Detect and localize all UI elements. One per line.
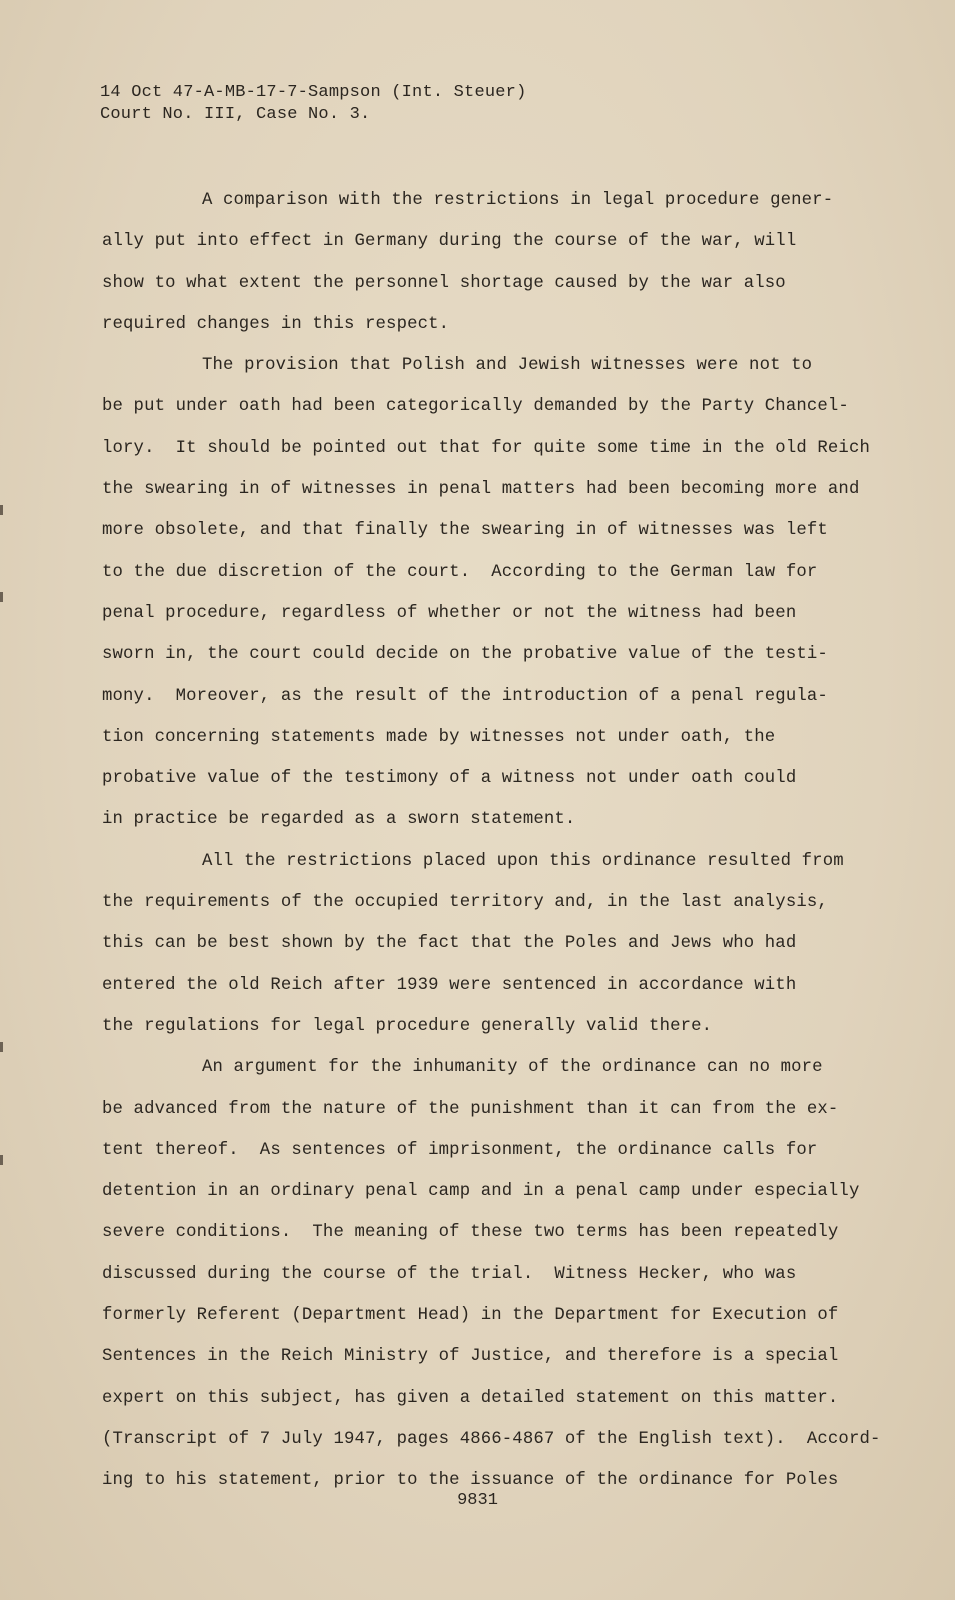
text-line: tent thereof. As sentences of imprisonment, the ordinance calls for <box>102 1140 818 1160</box>
text-line: (Transcript of 7 July 1947, pages 4866-4867 of the English text). Accord- <box>102 1429 881 1449</box>
text-line: tion concerning statements made by witnesses not under oath, the <box>102 727 776 747</box>
text-line: probative value of the testimony of a witness not under oath could <box>102 769 797 789</box>
text-line: to the due discretion of the court. According to the German law for <box>102 562 818 582</box>
document-header <box>100 82 526 126</box>
text-line: in practice be regarded as a sworn statement. <box>102 810 576 830</box>
text-line: penal procedure, regardless of whether or not the witness had been <box>102 603 797 623</box>
text-line: sworn in, the court could decide on the probative value of the testi- <box>102 645 828 665</box>
text-line: be put under oath had been categorically demanded by the Party Chancel- <box>102 397 849 417</box>
header-court-case: Court No. III, Case No. 3. <box>100 105 371 124</box>
text-line: detention in an ordinary penal camp and in a penal camp under especially <box>102 1182 860 1202</box>
text-line: lory. It should be pointed out that for quite some time in the old Reich <box>102 438 870 458</box>
text-line: formerly Referent (Department Head) in the Department for Execution of <box>102 1306 839 1326</box>
text-line: ally put into effect in Germany during the course of the war, will <box>102 232 797 252</box>
document-body <box>102 180 881 1502</box>
text-line: show to what extent the personnel shortage caused by the war also <box>102 273 786 293</box>
text-line: An argument for the inhumanity of the ordinance can no more <box>202 1058 823 1078</box>
text-line: the regulations for legal procedure generally valid there. <box>102 1016 713 1036</box>
margin-mark <box>0 505 3 515</box>
text-line: mony. Moreover, as the result of the introduction of a penal regula- <box>102 686 828 706</box>
text-line: be advanced from the nature of the punishment than it can from the ex- <box>102 1099 839 1119</box>
text-line: discussed during the course of the trial. Witness Hecker, who was <box>102 1264 797 1284</box>
text-line: severe conditions. The meaning of these two terms has been repeatedly <box>102 1223 839 1243</box>
margin-mark <box>0 1155 3 1165</box>
page-number: 9831 <box>457 1491 498 1510</box>
text-line: ing to his statement, prior to the issuance of the ordinance for Poles <box>102 1471 839 1491</box>
text-line: The provision that Polish and Jewish witnesses were not to <box>202 356 813 376</box>
margin-mark <box>0 592 3 602</box>
header-reference: 14 Oct 47-A-MB-17-7-Sampson (Int. Steuer) <box>100 83 527 102</box>
text-line: A comparison with the restrictions in legal procedure gener- <box>202 191 834 210</box>
text-line: required changes in this respect. <box>102 314 450 334</box>
text-line: the swearing in of witnesses in penal matters had been becoming more and <box>102 480 860 500</box>
text-line: entered the old Reich after 1939 were sentenced in accordance with <box>102 975 797 995</box>
margin-mark <box>0 1042 3 1052</box>
text-line: the requirements of the occupied territory and, in the last analysis, <box>102 893 828 913</box>
text-line: expert on this subject, has given a detailed statement on this matter. <box>102 1388 839 1408</box>
text-line: this can be best shown by the fact that the Poles and Jews who had <box>102 934 797 954</box>
text-line: more obsolete, and that finally the swearing in of witnesses was left <box>102 521 828 541</box>
text-line: Sentences in the Reich Ministry of Justice, and therefore is a special <box>102 1347 839 1367</box>
text-line: All the restrictions placed upon this ordinance resulted from <box>202 851 844 871</box>
